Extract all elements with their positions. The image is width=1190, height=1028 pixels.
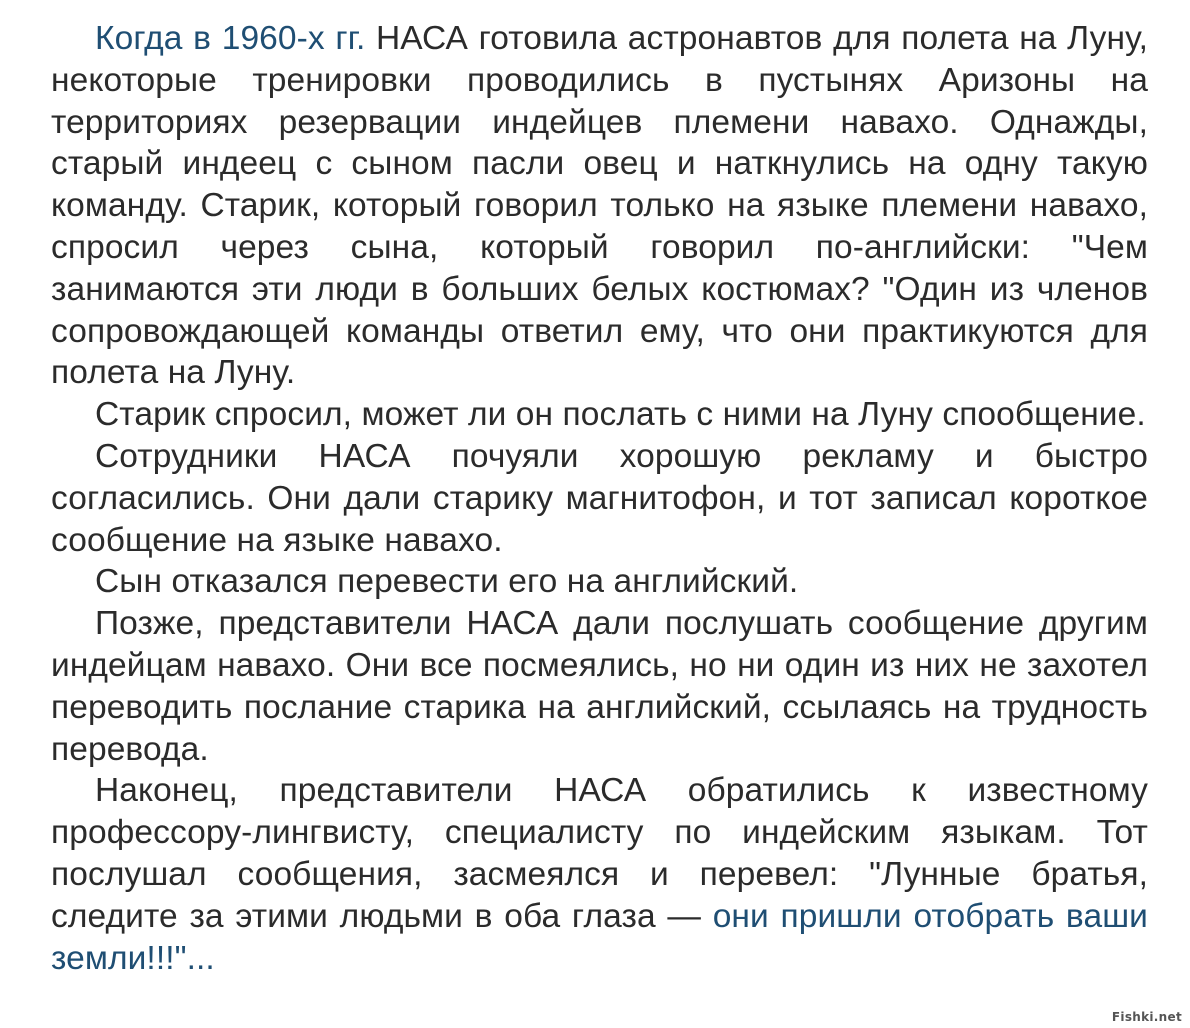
paragraph-1-text: НАСА готовила астронавтов для полета на Луну, некоторые тренировки проводились в пустынях Аризоны на территориях резервации индейцев племени навахо. Однажды, старый индеец с сыном пасли овец и наткнулись на одну такую команду. Старик, который говорил только на языке племени навахо, спросил через сына, который говорил по-английски: "Чем занимаются эти люди в больших белых костюмах? "Один из членов сопровождающей команды ответил ему, что они практикуются для полета на Луну. [51,20,1148,392]
paragraph-2: Старик спросил, может ли он послать с ними на Луну спообщение. [95,396,1146,434]
paragraph-1 [51,18,1148,394]
paragraph-5: Позже, представители НАСА дали послушать сообщение другим индейцам навахо. Они все посмеялись, но ни один из них не захотел переводить послание старика на английский, ссылаясь на трудность перевода. [51,605,1148,768]
paragraph-4: Сын отказался перевести его на английский. [95,563,799,601]
punchline-link[interactable]: они пришли отобрать ваши земли!!!"... [51,897,1148,977]
paragraph-6 [51,770,1148,979]
date-link[interactable]: Когда в 1960-х гг. [95,20,366,57]
paragraph-6-text: Наконец, представители НАСА обратились к известному профессору-лингвисту, специалисту по индейским языкам. Тот послушал сообщения, засмеялся и перевел: "Лунные братья, следите за этими людьми в оба глаза — [51,772,1148,935]
watermark-logo: Fishki.net [1111,1010,1182,1024]
paragraph-3: Сотрудники НАСА почуяли хорошую рекламу и быстро согласились. Они дали старику магнитофон, и тот записал короткое сообщение на языке навахо. [51,437,1148,559]
article-body [51,18,1148,979]
